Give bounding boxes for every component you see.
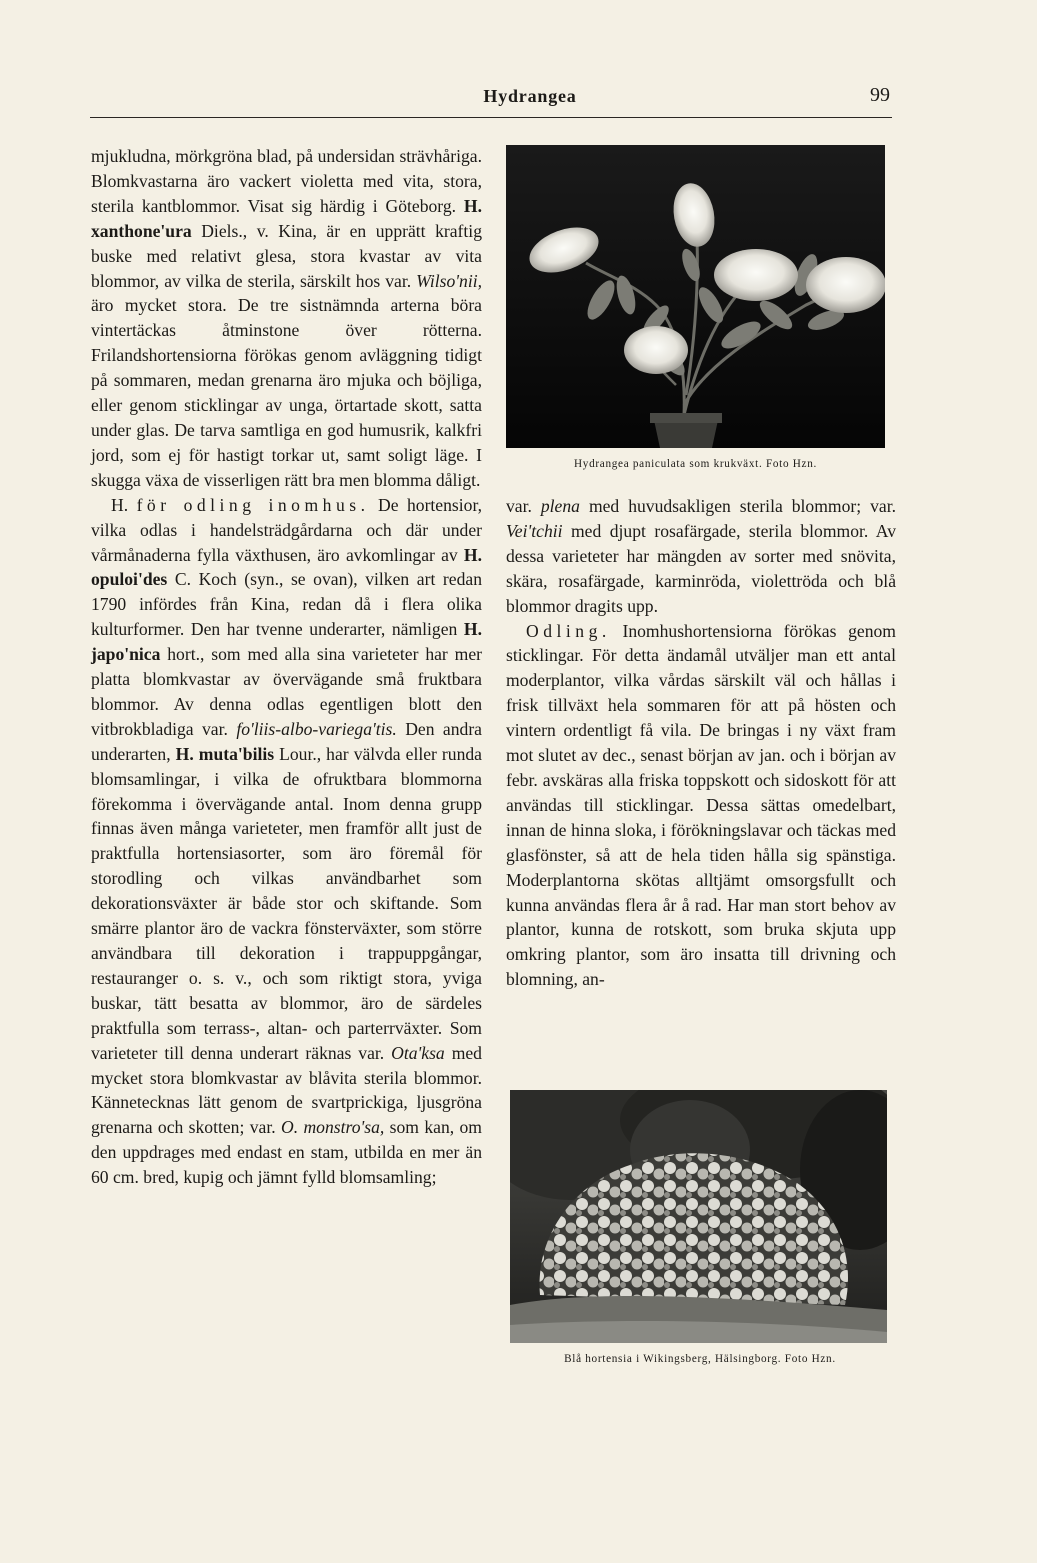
text-run: med djupt rosafärgade, sterila blommor. Av dessa varieteter har mängden av sorter med snövita, skära, rosafärgade, karminröda, violettröda och blå blommor dragits upp. [506,520,896,616]
text-run: Inomhushortensiorna förökas genom sticklingar. För detta ändamål utväljer man ett antal moderplantor, vilka vårdas särskilt väl och hållas i frisk tillväxt hela sommaren för att på hösten och vintern ordentligt få vila. De bringas i ny växt fram mot slutet av dec., senast början av jan. och i början av febr. avskäras alla friska toppskott och sidoskott för att användas till sticklingar. Dessa sättas omedelbart, innan de hinna sloka, i förökningslavar och täckas med glasfönster, så att de hela tiden hålla sig spänstiga. Moderplantorna skötas alltjämt omsorgsfullt och kunna användas flera år å rad. Har man stort behov av plantor, kunna de rotskott, som bruka skjuta upp omkring plantor, som äro insatta till drivning och blomning, an- [506,620,896,990]
text-run: De hortensior, vilka odlas i handelsträdgårdarna och där under vårmånaderna fylla växthusen, äro avkomlingar av [91,494,483,565]
paragraph [91,493,482,1190]
variety-name: Vei'tchii [506,520,563,541]
text-run: H. [111,494,137,515]
running-title: Hydrangea [483,86,577,106]
text-run: Lour., har välvda eller runda blomsamlingar, i vilka de ofruktbara blommorna förekomma i övervägande antal. Inom denna grupp finnas även många varieteter, men framför allt just de praktfulla hortensiasorter, som äro föremål för storodling och vilkas användbarhet som dekorationsväxter är både stor och skiftande. Som smärre plantor äro de vackra fönsterväxter, som större användbara till dekoration i trappuppgångar, restauranger o. s. v., och som riktigt stora, yviga buskar, tätt besatta av blommor, äro de särdeles praktfulla som terrass-, altan- och parterrväxter. Som varieteter till denna underart räknas var. [91,743,482,1063]
photo-blue-hortensia [510,1090,887,1343]
text-run: Den andra underarten, [91,718,482,764]
botanical-name: H. muta'bilis [175,743,275,764]
variety-name: Ota'ksa [391,1042,445,1063]
botanical-name: H. opuloi'des [91,544,482,590]
section-heading: för odling inomhus. [136,494,370,515]
hydrangea-photo-image [506,145,885,448]
text-run: var. [506,496,541,516]
figure-caption: Blå hortensia i Wikingsberg, Hälsingborg. Foto Hzn. [564,1353,836,1365]
text-run: med mycket stora blomkvastar av blåvita sterila blommor. Kännetecknas lätt genom de svartprickiga, ljusgröna grenarna och skotten; var. [91,1042,482,1138]
variety-name: O. monstro'sa, [281,1117,385,1138]
botanical-name: H. xanthone'ura [91,195,482,241]
variety-name: plena [540,496,580,516]
text-run: som kan, om den uppdrages med endast en stam, utbilda en mer än 60 cm. bred, kupig och jämnt fylld blomsamling; [91,1117,482,1188]
paragraph [506,494,896,619]
page-header [90,84,892,120]
left-column [91,144,482,1190]
right-column [506,494,896,992]
text-run: hort., som med alla sina varieteter har mer platta blomkvastar av övervägande små fruktbara blommor. Av denna odlas egentligen blott den vitbrokbladiga var. [91,644,482,739]
text-run: äro mycket stora. De tre sistnämnda arterna böra vintertäckas åtminstone över rötterna. Frilandshortensiorna förökas genom avläggning tidigt på sommaren, medan grenarna äro mjuka och böjliga, eller genom sticklingar av unga, örtartade skott, satta under glas. De tarva samtliga en god humusrik, kalkfri jord, som ej för hastigt torkar ut, samt soligt läge. I skugga växa de visserligen rätt bra men blomma dåligt. [91,295,482,490]
page-number: 99 [870,84,890,106]
text-run: C. Koch (syn., se ovan), vilken art redan 1790 infördes från Kina, redan då i flera olika kulturformer. Den har tvenne underarter, nämligen [91,569,482,640]
text-run: med huvudsakligen sterila blommor; var. [579,496,896,516]
hortensia-garden-photo-image [510,1090,887,1343]
header-rule [90,117,892,118]
variety-name: Wilso'nii, [416,270,482,291]
botanical-name: H. japo'nica [91,619,482,665]
text-run: mjukludna, mörkgröna blad, på undersidan strävhåriga. Blomkvastarna äro vackert violetta med vita, stora, sterila kantblommor. Visat sig härdig i Göteborg. [91,146,482,216]
photo-hydrangea-paniculata [506,145,885,448]
section-heading: Odling. [526,620,611,641]
paragraph [506,619,896,993]
text-run: Diels., v. Kina, är en upprätt kraftig buske med relativt glesa, stora kvastar av vita blommor, av vilka de sterila, särskilt hos var. [91,220,482,291]
variety-name: fo'liis-albo-variega'tis. [236,718,397,739]
figure-caption: Hydrangea paniculata som krukväxt. Foto Hzn. [574,458,817,470]
paragraph [91,144,482,493]
